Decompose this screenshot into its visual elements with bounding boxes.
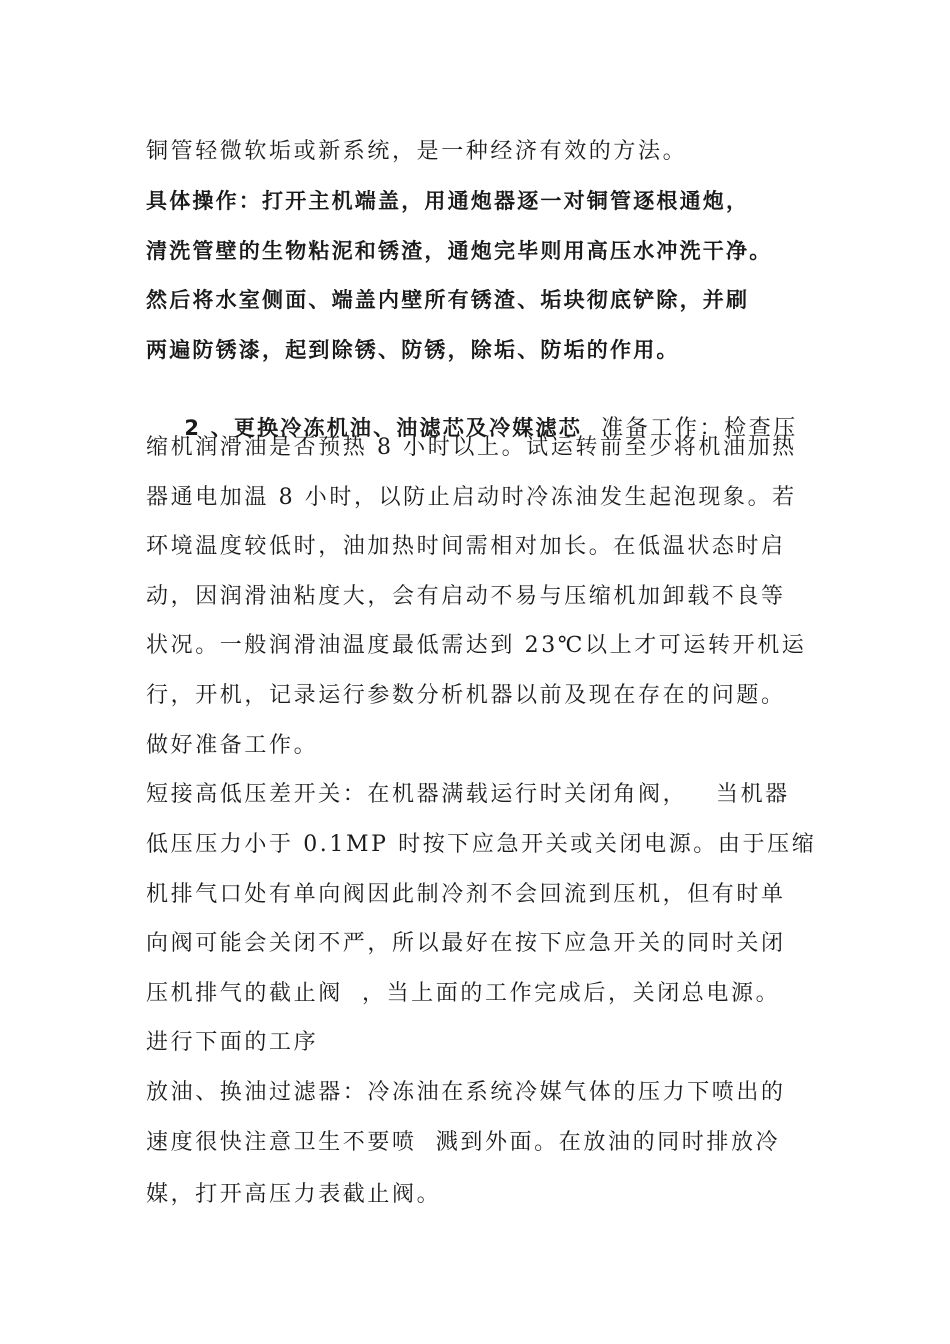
text-line: 器通电加温 8 小时，以防止启动时冷冻油发生起泡现象。若 bbox=[146, 485, 797, 510]
section-heading: 2 、更换冷冻机油、油滤芯及冷媒滤芯 bbox=[184, 416, 582, 440]
bold-text-line: 具体操作：打开主机端盖，用通炮器逐一对铜管逐根通炮， bbox=[146, 189, 750, 213]
text-line: 铜管轻微软垢或新系统，是一种经济有效的方法。 bbox=[146, 139, 688, 164]
text-line: 速度很快注意卫生不要喷 溅到外面。在放油的同时排放冷 bbox=[146, 1130, 781, 1155]
text-line: 放油、换油过滤器：冷冻油在系统冷媒气体的压力下喷出的 bbox=[146, 1080, 786, 1105]
section-intro: 准备工作：检查压 bbox=[581, 416, 798, 441]
bold-text-line: 两遍防锈漆，起到除锈、防锈，除垢、防垢的作用。 bbox=[146, 338, 680, 362]
text-line: 缩机润滑油是否预热 8 小时以上。试运转前至少将机油加热 bbox=[146, 435, 797, 460]
bold-text-line: 然后将水室侧面、端盖内壁所有锈渣、垢块彻底铲除，并刷 bbox=[146, 288, 750, 312]
text-line: 向阀可能会关闭不严，所以最好在按下应急开关的同时关闭 bbox=[146, 931, 786, 956]
text-line: 机排气口处有单向阀因此制冷剂不会回流到压机，但有时单 bbox=[146, 882, 786, 907]
text-line: 压机排气的截止阀 ，当上面的工作完成后，关闭总电源。 bbox=[146, 981, 781, 1006]
text-line: 媒，打开高压力表截止阀。 bbox=[146, 1182, 442, 1207]
text-line: 短接高低压差开关：在机器满载运行时关闭角阀， 当机器 bbox=[146, 782, 790, 807]
text-line: 进行下面的工序 bbox=[146, 1030, 319, 1055]
bold-text-line: 清洗管壁的生物粘泥和锈渣，通炮完毕则用高压水冲洗干净。 bbox=[146, 239, 773, 263]
text-line: 做好准备工作。 bbox=[146, 733, 319, 758]
text-line: 动，因润滑油粘度大，会有启动不易与压缩机加卸载不良等 bbox=[146, 584, 786, 609]
text-line: 低压压力小于 0.1MP 时按下应急开关或关闭电源。由于压缩 bbox=[146, 832, 817, 857]
text-line: 行，开机，记录运行参数分析机器以前及现在存在的问题。 bbox=[146, 683, 786, 708]
text-line: 状况。一般润滑油温度最低需达到 23℃以上才可运转开机运 bbox=[146, 633, 807, 658]
text-line: 环境温度较低时，油加热时间需相对加长。在低温状态时启 bbox=[146, 534, 786, 559]
